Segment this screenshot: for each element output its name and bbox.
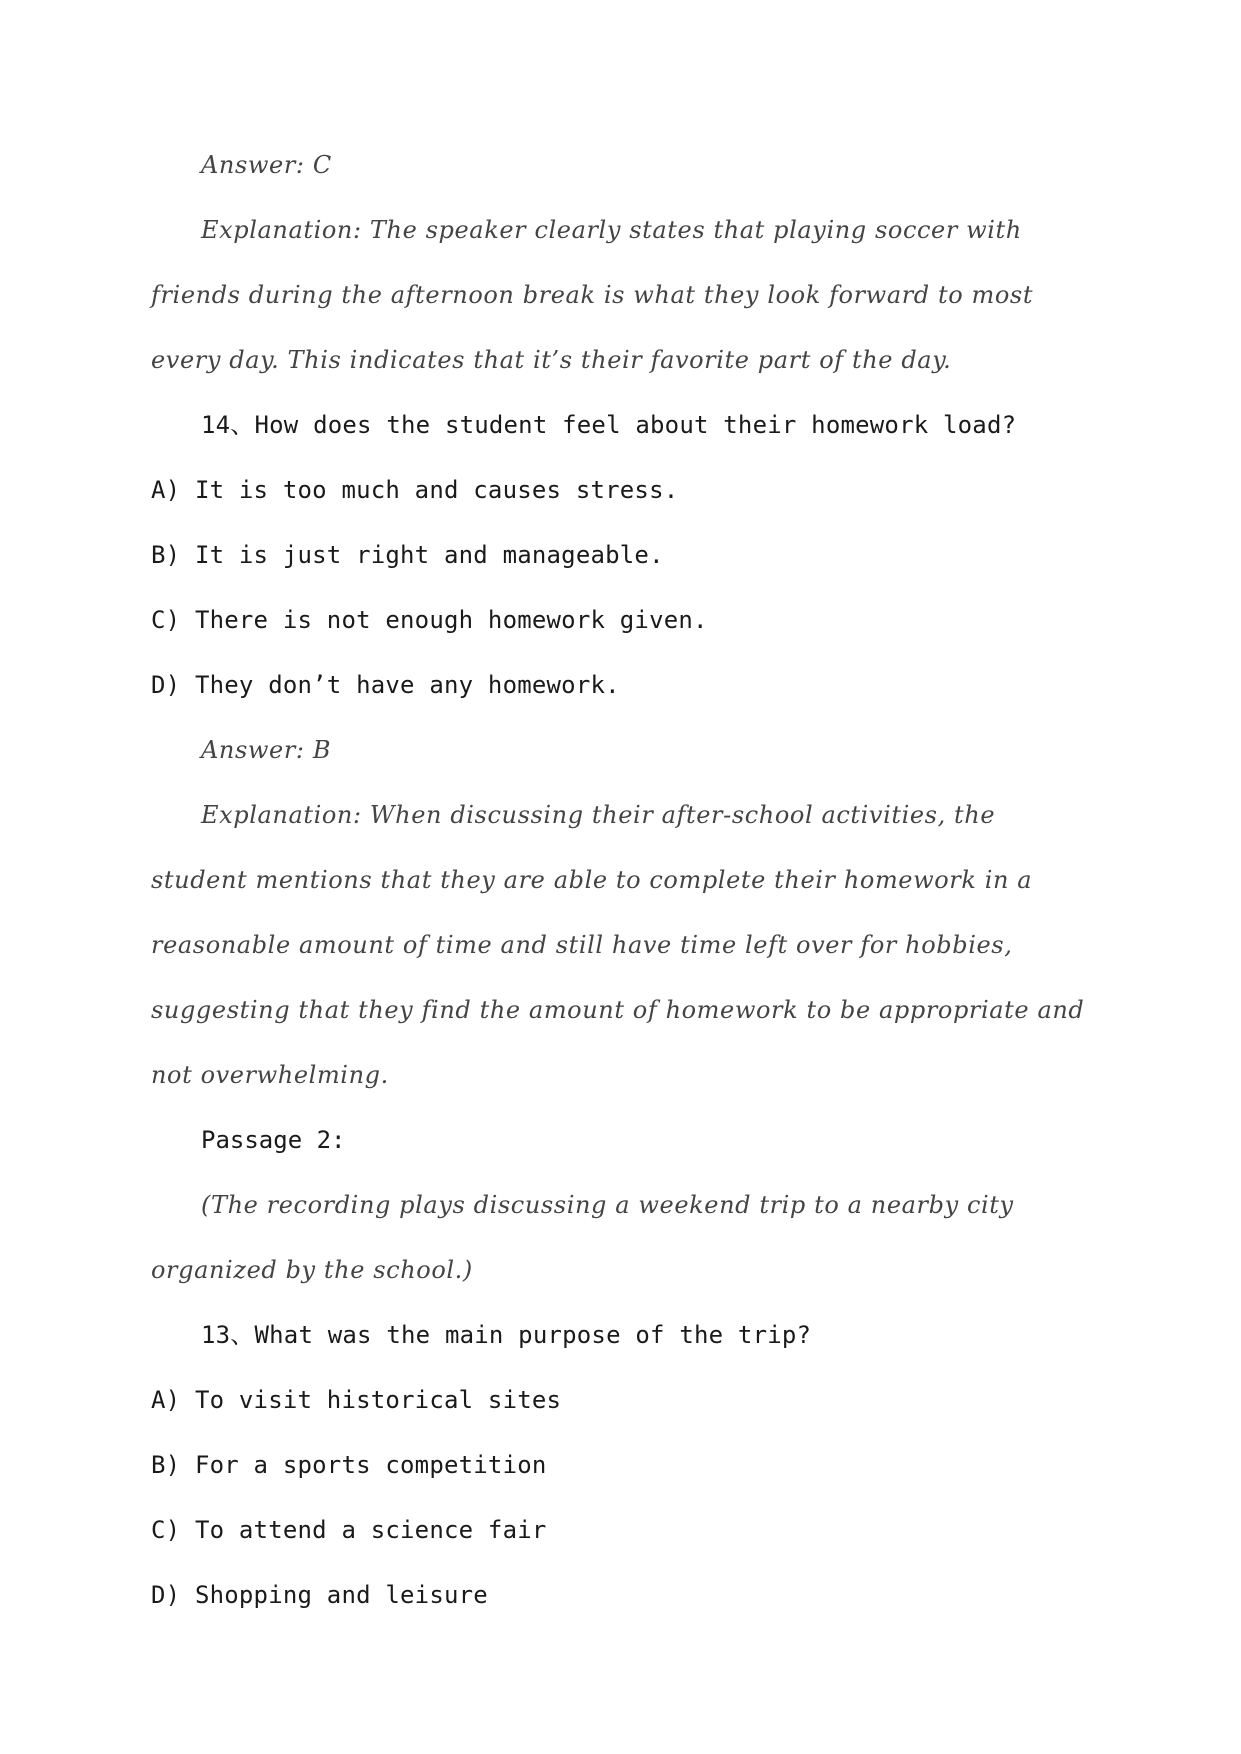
answer-line: Answer: C [201,151,332,179]
question-14-text: 14、How does the student feel about their homework load? [201,411,1017,439]
question-13-option-a: A) To visit historical sites [151,1386,562,1414]
question-13-text: 13、What was the main purpose of the trip? [201,1321,812,1349]
question-14-option-d: D) They don’t have any homework. [151,671,620,699]
passage-heading: Passage 2: [201,1126,346,1154]
question-14-option-a: A) It is too much and causes stress. [151,476,679,504]
answer-line: Answer: B [201,736,332,764]
question-13-option-c: C) To attend a science fair [151,1516,547,1544]
passage-note: (The recording plays discussing a weekend trip to a nearby city organized by the school.) [151,1191,1014,1284]
question-13-option-b: B) For a sports competition [151,1451,547,1479]
explanation-paragraph: Explanation: The speaker clearly states that playing soccer with friends during the afternoon break is what they look forward to most every day. This indicates that it’s their favorite part of the day. [151,216,1034,374]
question-14-option-c: C) There is not enough homework given. [151,606,708,634]
document-content [151,133,1095,1628]
question-14-option-b: B) It is just right and manageable. [151,541,664,569]
explanation-paragraph: Explanation: When discussing their after-school activities, the student mentions that they are able to complete their homework in a reasonable amount of time and still have time left over for hobbies, suggesting that they find the amount of homework to be appropriate and not overwhelming. [151,801,1085,1089]
question-13-option-d: D) Shopping and leisure [151,1581,488,1609]
